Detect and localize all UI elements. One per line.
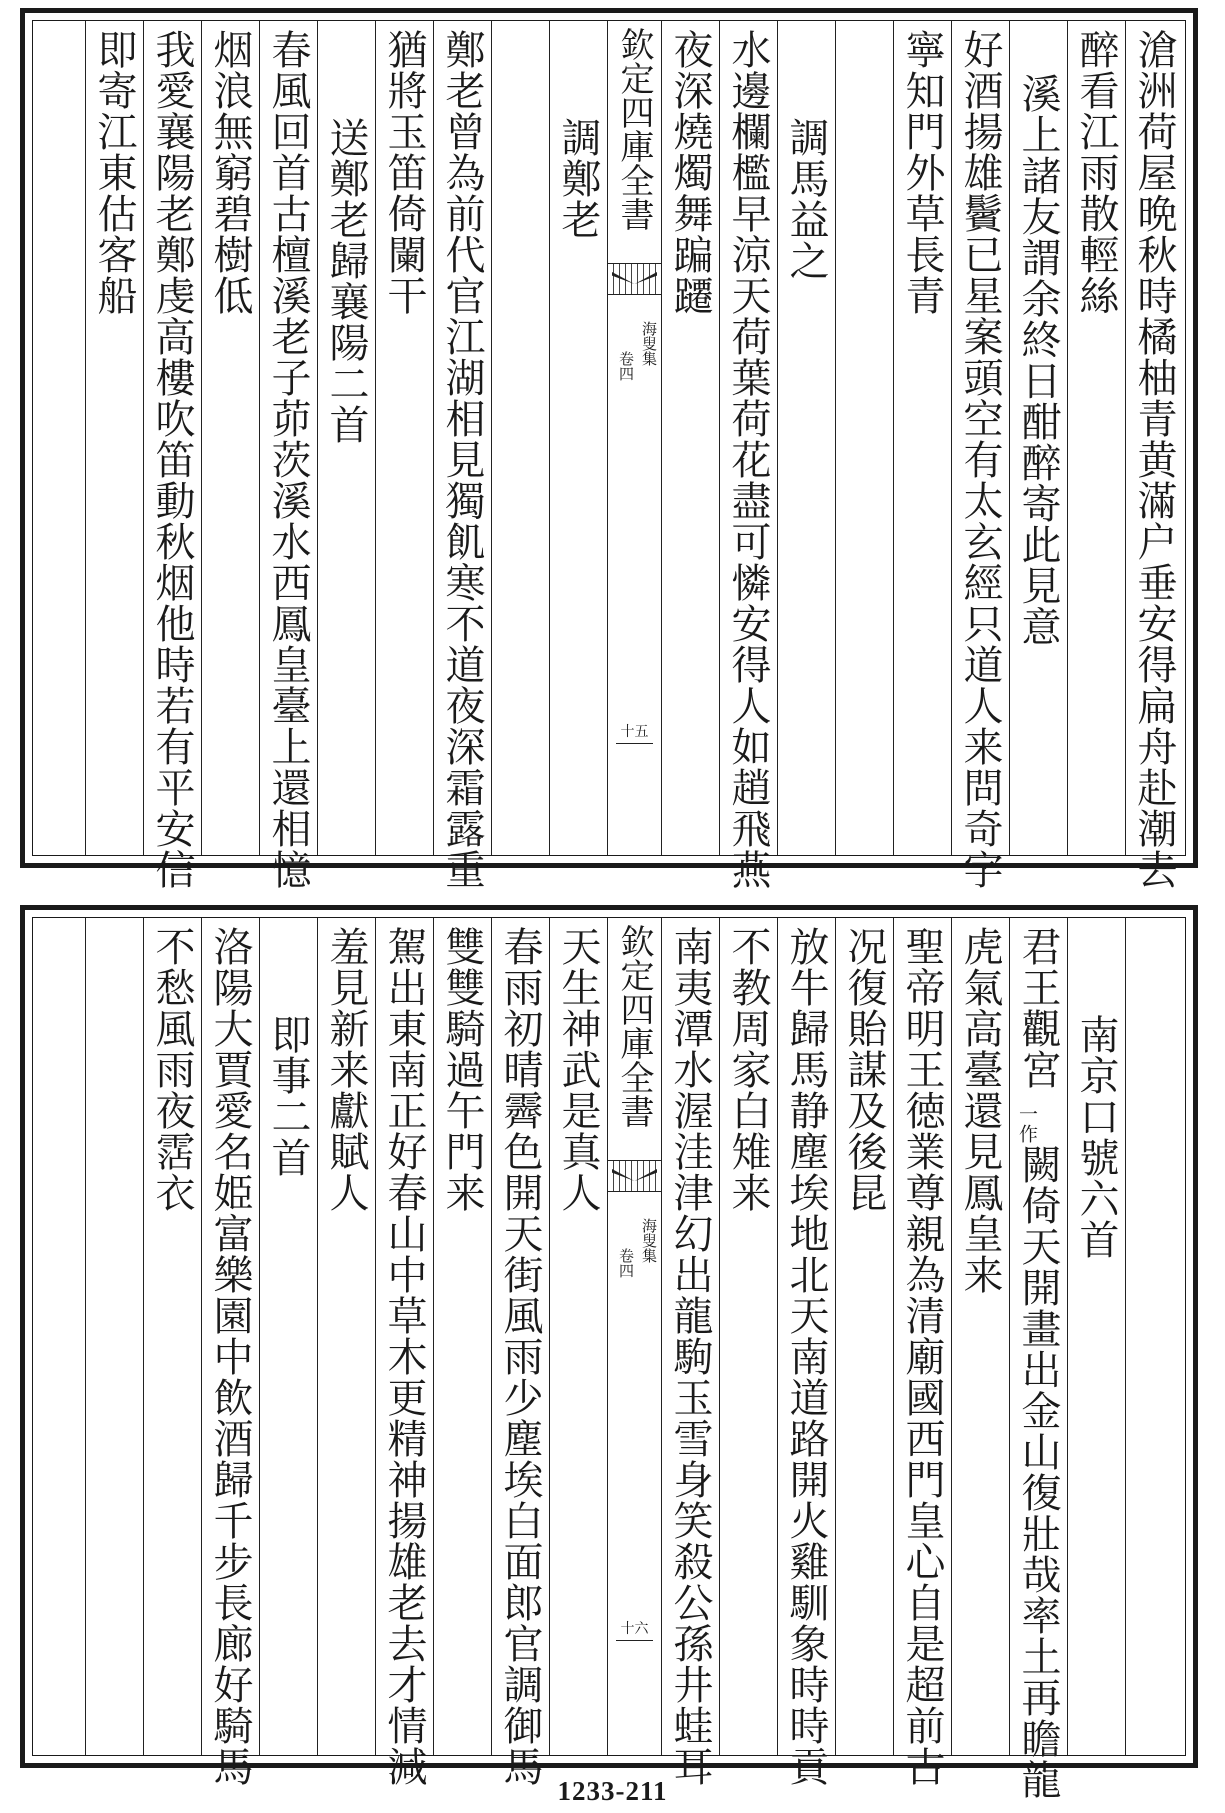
column-text: 水邊欄檻早涼天荷葉荷花盡可憐安得人如趙飛燕 (725, 29, 771, 890)
leaf-number: 十五 (620, 724, 649, 740)
column-text: 即寄江東估客船 (91, 29, 137, 316)
column-text: 好酒揚雄鬢已星案頭空有太玄經只道人来問奇字 (957, 29, 1003, 890)
top-page-frame (20, 8, 1198, 890)
text-column (951, 21, 1009, 890)
column-text: 虎氣高臺還見鳳皇来 (957, 926, 1003, 1295)
column-text: 即事二首 (265, 1014, 311, 1178)
page-code: 1233-211 (557, 1776, 668, 1806)
column-text: 春風回首古檀溪老子茆茨溪水西鳳皇臺上還相憶 (265, 29, 311, 890)
text-column (777, 21, 835, 855)
volume-label: 卷四 (617, 351, 635, 381)
leaf-rule (616, 1640, 653, 1641)
text-column (491, 21, 549, 855)
column-text: 不教周家白雉来 (725, 926, 771, 1213)
column-text: 夜深燒燭舞蹁躚 (667, 29, 713, 316)
column-text: 醉看江雨散輕絲 (1073, 29, 1119, 316)
column-text: 春雨初晴霽色開天街風雨少塵埃白面郎官調御馬 (497, 926, 543, 1787)
text-column (835, 21, 893, 855)
interlinear-note: 一作 (1016, 1104, 1038, 1144)
column-text: 君王觀宮 (1015, 926, 1061, 1090)
text-column (433, 21, 491, 890)
text-column (201, 918, 259, 1787)
column-text: 南京口號六首 (1073, 1014, 1119, 1260)
leaf-rule (616, 743, 653, 744)
column-text: 南夷潭水渥洼津幻出龍駒玉雪身笑殺公孫井蛙耳 (667, 926, 713, 1787)
column-text: 我愛襄陽老鄭虔高樓吹笛動秋烟他時若有平安信 (149, 29, 195, 890)
text-column (1067, 21, 1125, 855)
column-text: 猶將玉笛倚闌干 (381, 29, 427, 316)
text-column (201, 21, 259, 855)
column-text: 聖帝明王徳業尊親為清廟國西門皇心自是超前古 (899, 926, 945, 1787)
top-page-border (32, 20, 1186, 890)
column-text-continued: 闕倚天開畫出金山復壯哉率土再瞻龍 (1015, 1144, 1061, 1800)
fishtail-mark-icon (608, 1160, 661, 1192)
text-column (661, 918, 719, 1787)
text-column (951, 918, 1009, 1755)
column-text: 調鄭老 (555, 117, 601, 240)
column-text: 放牛歸馬静塵埃地北天南道路開火雞馴象時時貢 (783, 926, 829, 1787)
text-column (85, 918, 143, 1755)
text-column (375, 21, 433, 855)
column-text: 雙雙騎過午門来 (439, 926, 485, 1213)
text-column (777, 918, 835, 1787)
text-column (661, 21, 719, 855)
column-text: 羞見新来獻賦人 (323, 926, 369, 1213)
text-column (1125, 918, 1183, 1755)
text-column (719, 918, 777, 1755)
column-text: 不愁風雨夜霑衣 (149, 926, 195, 1213)
text-column (549, 918, 607, 1755)
book-title: 海叟集 (640, 1218, 658, 1263)
text-column (375, 918, 433, 1787)
leaf-number: 十六 (620, 1621, 649, 1637)
series-title: 欽定四庫全書 (614, 924, 654, 1128)
text-column (317, 21, 375, 855)
text-column (317, 918, 375, 1755)
text-column (1009, 918, 1067, 1800)
text-column (1009, 21, 1067, 855)
text-column (893, 21, 951, 855)
volume-label: 卷四 (617, 1248, 635, 1278)
text-column (719, 21, 777, 890)
center-fold (607, 918, 661, 1755)
center-fold (607, 21, 661, 855)
column-text: 洛陽大賈愛名姫富樂園中飲酒歸千步長廊好騎馬 (207, 926, 253, 1787)
text-column (549, 21, 607, 855)
column-text: 調馬益之 (783, 117, 829, 281)
column-text: 天生神武是真人 (555, 926, 601, 1213)
series-title: 欽定四庫全書 (614, 27, 654, 231)
text-column (259, 918, 317, 1755)
column-text: 况復貽謀及後昆 (841, 926, 887, 1213)
column-text: 烟浪無窮碧樹低 (207, 29, 253, 316)
text-column (259, 21, 317, 890)
text-column (143, 918, 201, 1755)
column-text: 鄭老曾為前代官江湖相見獨飢寒不道夜深霜露重 (439, 29, 485, 890)
book-title: 海叟集 (640, 321, 658, 366)
column-text: 溪上諸友謂余終日酣醉寄此見意 (1015, 73, 1061, 647)
text-column (1067, 918, 1125, 1755)
text-column (433, 918, 491, 1755)
fishtail-mark-icon (608, 263, 661, 295)
text-column (85, 21, 143, 855)
text-column (491, 918, 549, 1787)
column-text: 駕出東南正好春山中草木更精神揚雄老去才情減 (381, 926, 427, 1787)
column-text: 滄洲荷屋晩秋時橘柚青黄滿户垂安得扁舟赴潮去 (1131, 29, 1177, 890)
text-column (835, 918, 893, 1755)
text-column (893, 918, 951, 1787)
text-column (143, 21, 201, 890)
text-column (1125, 21, 1183, 890)
column-text: 寧知門外草長青 (899, 29, 945, 316)
column-text: 送鄭老歸襄陽二首 (323, 117, 369, 445)
